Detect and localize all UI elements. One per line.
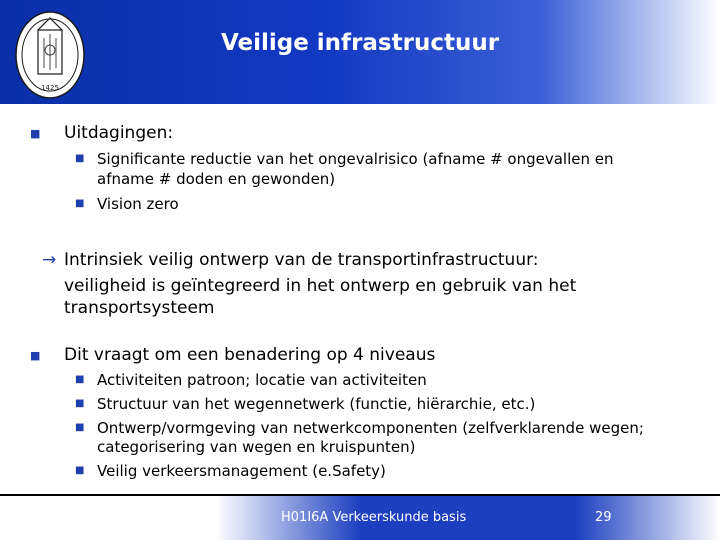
- sub-bullet-reductie-line1: Significante reductie van het ongevalrisico (afname # ongevallen en: [97, 150, 614, 168]
- square-bullet-icon: ■: [75, 198, 85, 209]
- page-number: 29: [595, 510, 612, 525]
- niveau-activiteiten: Activiteiten patroon; locatie van activiteiten: [97, 371, 427, 389]
- square-bullet-icon: ■: [75, 465, 85, 476]
- bullet-uitdagingen: Uitdagingen:: [64, 123, 174, 143]
- intrinsiek-line3: transportsysteem: [64, 298, 215, 318]
- square-bullet-icon: ■: [75, 153, 85, 164]
- bullet-niveaus: Dit vraagt om een benadering op 4 niveaus: [64, 345, 436, 365]
- niveau-structuur: Structuur van het wegennetwerk (functie, hiërarchie, etc.): [97, 395, 536, 413]
- intrinsiek-line2: veiligheid is geïntegreerd in het ontwerp en gebruik van het: [64, 276, 577, 296]
- square-bullet-icon: ■: [30, 127, 41, 140]
- square-bullet-icon: ■: [75, 374, 85, 385]
- seal-year: 1425: [41, 84, 59, 92]
- niveau-ontwerp-line2: categorisering van wegen en kruispunten): [97, 438, 416, 456]
- niveau-ontwerp-line1: Ontwerp/vormgeving van netwerkcomponenten (zelfverklarende wegen;: [97, 419, 644, 437]
- square-bullet-icon: ■: [75, 398, 85, 409]
- intrinsiek-line1: Intrinsiek veilig ontwerp van de transportinfrastructuur:: [64, 250, 539, 270]
- sub-bullet-reductie-line2: afname # doden en gewonden): [97, 170, 336, 188]
- square-bullet-icon: ■: [75, 422, 85, 433]
- slide-title: Veilige infrastructuur: [220, 30, 500, 56]
- square-bullet-icon: ■: [30, 349, 41, 362]
- right-arrow-icon: →: [42, 250, 57, 270]
- niveau-verkeersmanagement: Veilig verkeersmanagement (e.Safety): [97, 462, 386, 480]
- footer-course: H01I6A Verkeerskunde basis: [281, 510, 467, 525]
- sub-bullet-vision-zero: Vision zero: [97, 195, 179, 213]
